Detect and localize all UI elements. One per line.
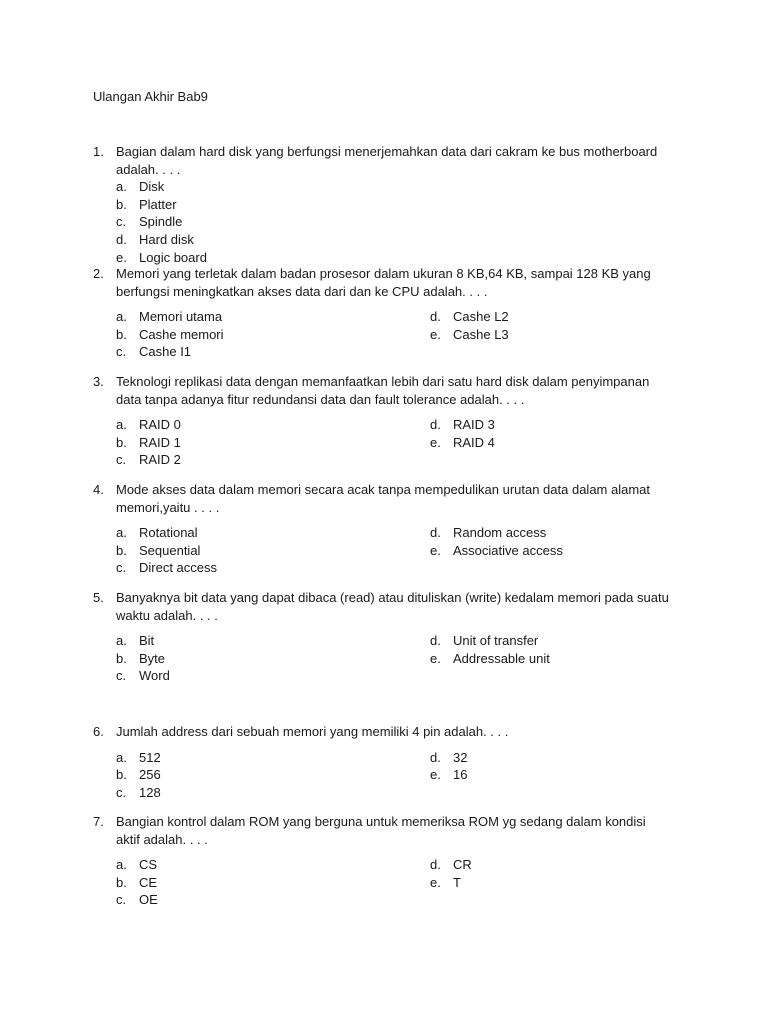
option-text: Cashe memori xyxy=(139,326,224,342)
option-c xyxy=(116,667,430,685)
question-text: Teknologi replikasi data dengan memanfaatkan lebih dari satu hard disk dalam penyimpanan data tanpa adanya fitur redundansi data dan fault tolerance adalah. . . . xyxy=(116,374,650,407)
option-text: CS xyxy=(139,857,158,873)
option-text: 256 xyxy=(139,767,161,783)
option-letter: a. xyxy=(116,417,127,433)
option-letter: b. xyxy=(116,542,127,558)
option-c xyxy=(116,343,430,361)
option-letter: b. xyxy=(116,650,127,666)
option-b xyxy=(116,326,430,344)
option-text: RAID 3 xyxy=(453,417,495,433)
option-b xyxy=(116,542,430,560)
option-d xyxy=(430,856,670,874)
question-text: Mode akses data dalam memori secara acak tanpa mempedulikan urutan data dalam alamat memori,yaitu . . . . xyxy=(116,482,651,515)
question-text: Banyaknya bit data yang dapat dibaca (read) atau dituliskan (write) kedalam memori pada suatu waktu adalah. . . . xyxy=(116,590,669,623)
question-3 xyxy=(93,373,673,469)
question-text: Bangian kontrol dalam ROM yang berguna untuk memeriksa ROM yg sedang dalam kondisi aktif adalah. . . . xyxy=(116,814,646,847)
question-text: Bagian dalam hard disk yang berfungsi menerjemahkan data dari cakram ke bus motherboard adalah. . . . xyxy=(116,144,658,177)
question-number: 7. xyxy=(93,814,104,829)
option-b xyxy=(116,766,430,784)
option-d xyxy=(430,632,670,650)
option-text: Rotational xyxy=(139,525,198,541)
option-a xyxy=(116,308,430,326)
option-letter: c. xyxy=(116,214,127,230)
option-c xyxy=(116,784,430,802)
question-4 xyxy=(93,481,673,577)
option-text: Byte xyxy=(139,650,166,666)
option-letter: b. xyxy=(116,196,127,212)
option-text: Hard disk xyxy=(139,231,194,247)
option-text: Spindle xyxy=(139,214,183,230)
option-letter: a. xyxy=(116,633,127,649)
option-c xyxy=(116,451,430,469)
option-text: OE xyxy=(139,892,158,908)
option-text: Cashe L3 xyxy=(453,326,509,342)
option-d xyxy=(116,231,673,249)
option-a xyxy=(116,856,430,874)
option-text: 16 xyxy=(453,767,468,783)
question-number: 6. xyxy=(93,724,104,739)
option-a xyxy=(116,632,430,650)
option-letter: e. xyxy=(430,542,441,558)
option-text: Addressable unit xyxy=(453,650,550,666)
option-letter: e. xyxy=(430,650,441,666)
option-letter: c. xyxy=(116,452,127,468)
option-letter: a. xyxy=(116,525,127,541)
option-d xyxy=(430,749,670,767)
option-a xyxy=(116,524,430,542)
question-number: 1. xyxy=(93,144,104,159)
option-d xyxy=(430,524,670,542)
option-text: 512 xyxy=(139,749,161,765)
question-number: 5. xyxy=(93,590,104,605)
option-text: RAID 4 xyxy=(453,434,495,450)
option-text: Bit xyxy=(139,633,155,649)
option-c xyxy=(116,559,430,577)
option-letter: d. xyxy=(430,417,441,433)
question-number: 3. xyxy=(93,374,104,389)
question-number: 2. xyxy=(93,266,104,281)
option-letter: a. xyxy=(116,749,127,765)
option-letter: c. xyxy=(116,560,127,576)
option-letter: d. xyxy=(430,857,441,873)
option-e xyxy=(430,650,670,668)
option-e xyxy=(430,542,670,560)
option-text: Direct access xyxy=(139,560,218,576)
option-letter: e. xyxy=(116,249,127,265)
question-number: 4. xyxy=(93,482,104,497)
option-e xyxy=(430,874,670,892)
option-text: Random access xyxy=(453,525,547,541)
option-text: T xyxy=(453,874,461,890)
option-text: Word xyxy=(139,668,170,684)
option-c xyxy=(116,891,430,909)
option-b xyxy=(116,874,430,892)
option-letter: d. xyxy=(116,231,127,247)
option-c xyxy=(116,213,673,231)
option-text: CE xyxy=(139,874,158,890)
option-text: CR xyxy=(453,857,472,873)
option-letter: b. xyxy=(116,434,127,450)
option-text: RAID 1 xyxy=(139,434,181,450)
option-text: Associative access xyxy=(453,542,563,558)
option-text: Unit of transfer xyxy=(453,633,539,649)
option-e xyxy=(430,434,670,452)
option-text: RAID 0 xyxy=(139,417,181,433)
question-text: Jumlah address dari sebuah memori yang memiliki 4 pin adalah. . . . xyxy=(116,724,509,739)
option-letter: c. xyxy=(116,784,127,800)
option-text: Disk xyxy=(139,179,165,195)
option-text: Sequential xyxy=(139,542,201,558)
option-letter: e. xyxy=(430,434,441,450)
option-b xyxy=(116,650,430,668)
option-text: Platter xyxy=(139,196,177,212)
question-7 xyxy=(93,813,673,909)
option-text: 32 xyxy=(453,749,468,765)
option-letter: a. xyxy=(116,179,127,195)
option-a xyxy=(116,178,673,196)
option-letter: d. xyxy=(430,633,441,649)
option-letter: b. xyxy=(116,326,127,342)
option-d xyxy=(430,308,670,326)
option-text: Memori utama xyxy=(139,309,223,325)
option-letter: b. xyxy=(116,767,127,783)
option-letter: a. xyxy=(116,309,127,325)
option-letter: c. xyxy=(116,668,127,684)
question-6 xyxy=(93,723,673,801)
question-5 xyxy=(93,589,673,685)
option-a xyxy=(116,416,430,434)
option-letter: a. xyxy=(116,857,127,873)
option-e xyxy=(116,249,673,267)
option-letter: d. xyxy=(430,525,441,541)
option-letter: e. xyxy=(430,326,441,342)
option-text: Cashe I1 xyxy=(139,344,192,360)
option-d xyxy=(430,416,670,434)
option-letter: d. xyxy=(430,309,441,325)
option-letter: b. xyxy=(116,874,127,890)
question-text: Memori yang terletak dalam badan prosesor dalam ukuran 8 KB,64 KB, sampai 128 KB yang berfungsi meningkatkan akses data dari dan ke CPU adalah. . . . xyxy=(116,266,651,299)
option-letter: c. xyxy=(116,892,127,908)
option-text: 128 xyxy=(139,784,161,800)
option-e xyxy=(430,766,670,784)
option-text: Logic board xyxy=(139,249,207,265)
option-a xyxy=(116,749,430,767)
option-letter: c. xyxy=(116,344,127,360)
question-2 xyxy=(93,265,673,361)
option-letter: e. xyxy=(430,767,441,783)
option-b xyxy=(116,196,673,214)
option-letter: d. xyxy=(430,749,441,765)
page-title: Ulangan Akhir Bab9 xyxy=(93,89,208,104)
question-1 xyxy=(93,143,673,266)
option-text: Cashe L2 xyxy=(453,309,509,325)
option-text: RAID 2 xyxy=(139,452,181,468)
option-letter: e. xyxy=(430,874,441,890)
option-e xyxy=(430,326,670,344)
option-b xyxy=(116,434,430,452)
